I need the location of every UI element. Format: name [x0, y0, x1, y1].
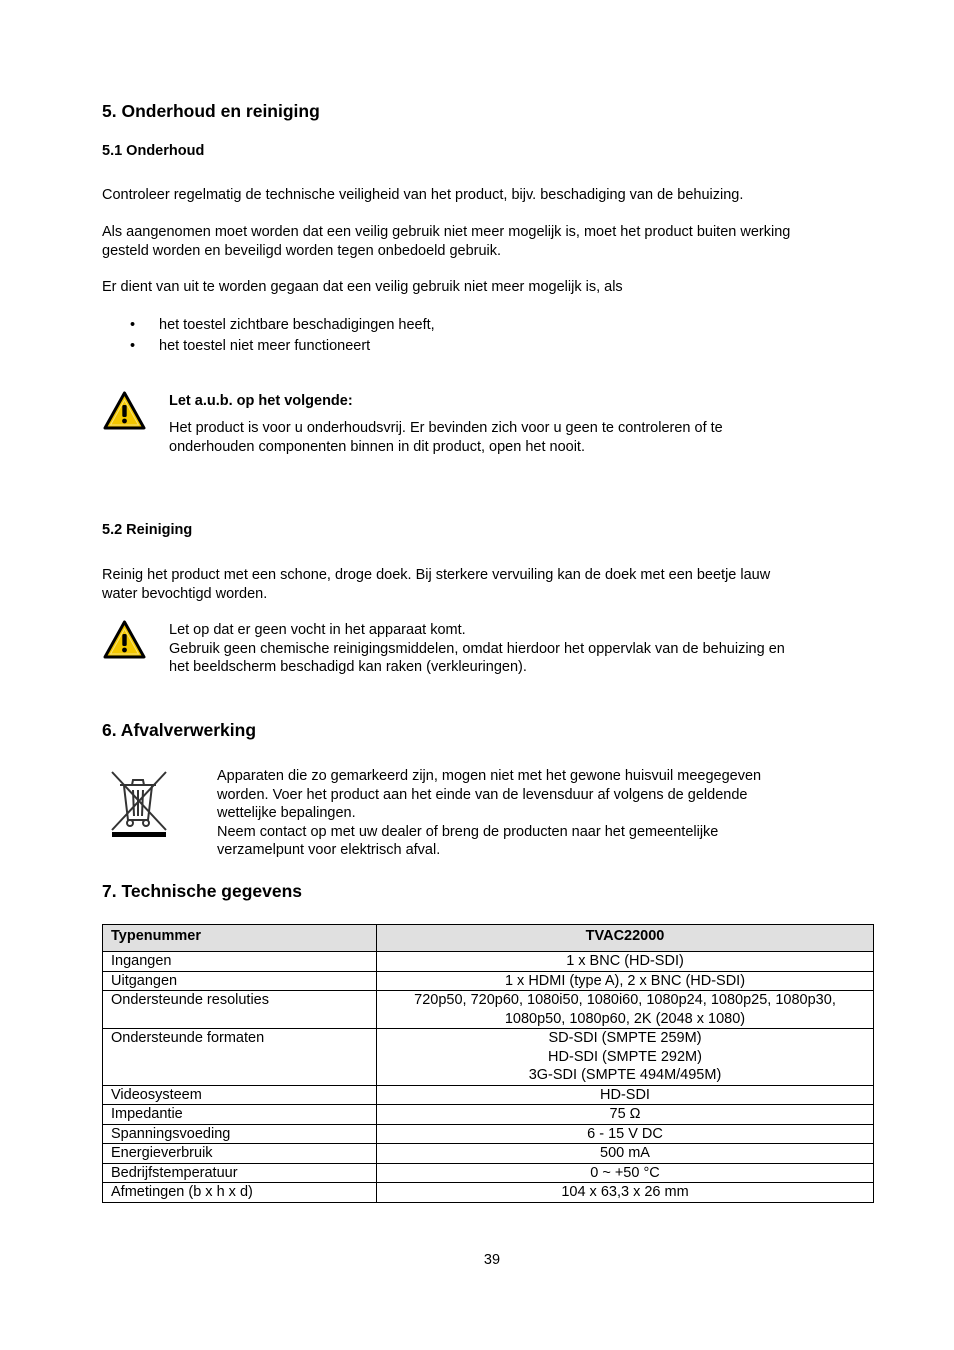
- section-7-heading: 7. Technische gegevens: [102, 881, 303, 901]
- table-row: [103, 1183, 874, 1203]
- section-5-2-heading: 5.2 Reiniging: [102, 522, 193, 538]
- value-line: SD-SDI (SMPTE 259M): [548, 1030, 702, 1046]
- warning-text: [169, 419, 869, 456]
- row-label: Ondersteunde resoluties: [103, 991, 377, 1029]
- text-line: wettelijke bepalingen.: [217, 805, 356, 821]
- table-row: [103, 1029, 874, 1086]
- row-label: Uitgangen: [103, 971, 377, 991]
- row-label: Impedantie: [103, 1105, 377, 1125]
- row-value: [377, 952, 874, 972]
- text-line: Als aangenomen moet worden dat een veilig gebruik niet meer mogelijk is, moet het product buiten werking: [102, 224, 791, 240]
- table-row: [103, 1085, 874, 1105]
- value-line: 0 ~ +50 °C: [590, 1164, 660, 1181]
- text-line: het beeldscherm beschadigd kan raken (verkleuringen).: [169, 659, 527, 675]
- condition-list: [102, 316, 435, 357]
- table-row: [103, 971, 874, 991]
- disposal-text: [217, 767, 857, 860]
- weee-bin-icon: [108, 768, 170, 840]
- text-line: verzamelpunt voor elektrisch afval.: [217, 842, 441, 858]
- value-line: 500 mA: [600, 1145, 650, 1161]
- row-value: [377, 971, 874, 991]
- row-label: Spanningsvoeding: [103, 1124, 377, 1144]
- value-line: HD-SDI: [600, 1086, 650, 1103]
- row-label: Videosysteem: [103, 1085, 377, 1105]
- row-label: Ondersteunde formaten: [103, 1029, 377, 1086]
- row-value: [377, 1105, 874, 1125]
- table-row: [103, 1105, 874, 1125]
- list-item: • het toestel niet meer functioneert: [102, 337, 435, 356]
- row-value: [377, 1163, 874, 1183]
- value-line: 6 - 15 V DC: [587, 1125, 663, 1142]
- maintenance-paragraph-1: Controleer regelmatig de technische veiligheid van het product, bijv. beschadiging van de behuizing.: [102, 187, 744, 203]
- row-label: Bedrijfstemperatuur: [103, 1163, 377, 1183]
- table-header-row: [103, 925, 874, 952]
- row-value: [377, 1144, 874, 1164]
- warning-icon: [103, 391, 146, 431]
- cleaning-warning-text: [169, 621, 869, 677]
- text-line: water bevochtigd worden.: [102, 585, 268, 602]
- text-line: Reinig het product met een schone, droge doek. Bij sterkere vervuiling kan de doek met een beetje lauw: [102, 567, 771, 583]
- maintenance-paragraph-2: [102, 223, 882, 260]
- value-line: 1080p50, 1080p60, 2K (2048 x 1080): [504, 1010, 746, 1027]
- warning-icon: [103, 620, 146, 660]
- text-line: onderhouden componenten binnen in dit product, open het nooit.: [169, 438, 585, 455]
- value-line: 1 x BNC (HD-SDI): [566, 953, 684, 969]
- row-label: Afmetingen (b x h x d): [103, 1183, 377, 1203]
- section-5-heading: 5. Onderhoud en reiniging: [102, 101, 320, 121]
- table-row: [103, 1163, 874, 1183]
- page-number: 39: [483, 1252, 501, 1268]
- row-value: [377, 1183, 874, 1203]
- text-line: Let op dat er geen vocht in het apparaat komt.: [169, 622, 466, 638]
- section-5-1-heading: 5.1 Onderhoud: [102, 143, 205, 159]
- text-line: Neem contact op met uw dealer of breng de producten naar het gemeentelijke: [217, 823, 719, 840]
- text-line: gesteld worden en beveiligd worden tegen onbedoeld gebruik.: [102, 242, 502, 259]
- maintenance-paragraph-3: Er dient van uit te worden gegaan dat een veilig gebruik niet meer mogelijk is, als: [102, 279, 623, 295]
- row-label: Ingangen: [103, 952, 377, 972]
- text-line: Gebruik geen chemische reinigingsmiddelen, omdat hierdoor het oppervlak van de behuizing en: [169, 640, 785, 657]
- row-label: Energieverbruik: [103, 1144, 377, 1164]
- warning-title: Let a.u.b. op het volgende:: [169, 393, 353, 409]
- row-value: [377, 1085, 874, 1105]
- table-row: [103, 952, 874, 972]
- value-line: HD-SDI (SMPTE 292M): [548, 1048, 702, 1065]
- value-line: 104 x 63,3 x 26 mm: [561, 1184, 689, 1200]
- value-line: 3G-SDI (SMPTE 494M/495M): [528, 1067, 722, 1083]
- value-line: 720p50, 720p60, 1080i50, 1080i60, 1080p24, 1080p25, 1080p30,: [414, 992, 836, 1008]
- table-row: [103, 1144, 874, 1164]
- value-line: 75 Ω: [609, 1106, 641, 1122]
- text-line: worden. Voer het product aan het einde van de levensduur af volgens de geldende: [217, 786, 748, 803]
- row-value: [377, 1124, 874, 1144]
- value-line: 1 x HDMI (type A), 2 x BNC (HD-SDI): [504, 972, 746, 989]
- text-line: Apparaten die zo gemarkeerd zijn, mogen niet met het gewone huisvuil meegegeven: [217, 768, 762, 784]
- row-value: [377, 991, 874, 1029]
- header-cell: TVAC22000: [377, 925, 874, 952]
- cleaning-paragraph: [102, 566, 882, 603]
- table-row: [103, 991, 874, 1029]
- header-cell: Typenummer: [103, 925, 377, 952]
- text-line: Het product is voor u onderhoudsvrij. Er bevinden zich voor u geen te controleren of te: [169, 420, 723, 436]
- list-item: • het toestel zichtbare beschadigingen heeft,: [102, 316, 435, 335]
- row-value: [377, 1029, 874, 1086]
- spec-table: [102, 924, 874, 1203]
- section-6-heading: 6. Afvalverwerking: [102, 720, 257, 740]
- table-row: [103, 1124, 874, 1144]
